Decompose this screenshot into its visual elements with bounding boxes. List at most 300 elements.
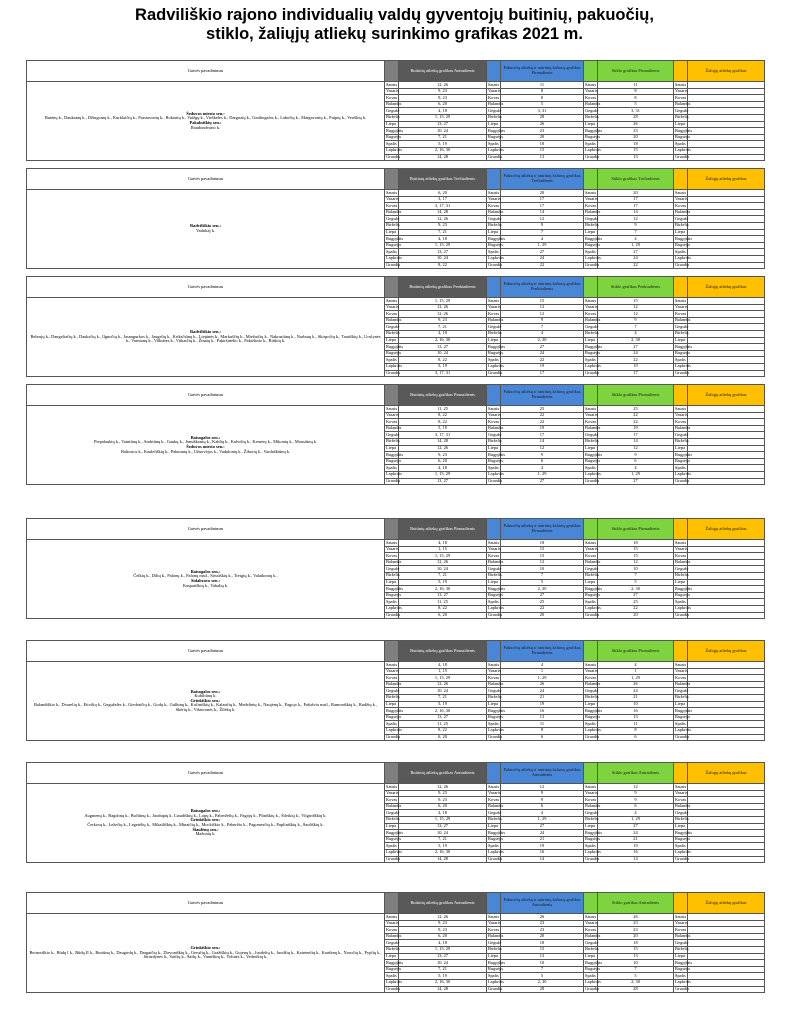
- packaging-dates: 2, 30: [501, 979, 584, 986]
- month-name: Vasaris: [675, 668, 688, 674]
- village-list: Čerkosų k., Ležečių k., Legetėlių k., Mikailiškių k., Minaičių k., Mockiškio k., Paberžio k., Pagomerčių k., Pupliniškių k., Šauliškių k.: [87, 822, 324, 828]
- month-name: Gruodis: [488, 986, 503, 992]
- green-dates: [688, 324, 765, 331]
- glass-dates: 22: [598, 605, 674, 612]
- month-name: Balandis: [675, 803, 691, 809]
- month-name: Birželis: [488, 222, 502, 228]
- packaging-dates: 18: [501, 540, 584, 547]
- packaging-waste-header: Pakuočių atliekų ir antrinių žaliavų grafikas Penktadienis: [501, 277, 584, 298]
- household-dates: 10, 24: [399, 255, 487, 262]
- month-name: Gruodis: [488, 734, 503, 740]
- month-name: Spalis: [675, 464, 686, 470]
- green-dates: [688, 688, 765, 695]
- month-name: Lapkritis: [386, 471, 402, 477]
- month-name: Spalis: [585, 356, 596, 362]
- glass-dates: 23: [598, 920, 674, 927]
- glass-dates: 27: [598, 478, 674, 485]
- month-name: Lapkritis: [675, 727, 691, 733]
- packaging-dates: 4: [501, 236, 584, 243]
- month-name: Kovas: [386, 310, 398, 316]
- packaging-dates: 4: [501, 662, 584, 669]
- packaging-waste-header: Pakuočių atliekų ir antrinių žaliavų grafikas Trečiadienis: [501, 169, 584, 190]
- month-name: Lapkritis: [386, 979, 402, 985]
- street-column-header: Gatvės pavadinimas: [27, 641, 385, 662]
- packaging-dates: 17: [501, 432, 584, 439]
- street-column-header: Gatvės pavadinimas: [27, 61, 385, 82]
- month-column-header: [487, 385, 501, 406]
- month-name: Vasaris: [585, 790, 598, 796]
- glass-dates: 8: [598, 88, 674, 95]
- household-dates: 8, 22: [399, 357, 487, 364]
- month-name: Balandis: [675, 209, 691, 215]
- month-name: Kovas: [585, 674, 597, 680]
- month-name: Gruodis: [675, 478, 690, 484]
- packaging-dates: 1, 29: [501, 471, 584, 478]
- month-name: Vasaris: [386, 920, 399, 926]
- month-name: Gruodis: [386, 734, 401, 740]
- green-dates: [688, 262, 765, 269]
- glass-dates: 16: [598, 849, 674, 856]
- household-dates: 10, 24: [399, 830, 487, 837]
- green-dates: [688, 128, 765, 135]
- glass-dates: 7: [598, 572, 674, 579]
- month-column-header: [674, 385, 688, 406]
- month-name: Liepa: [487, 823, 501, 830]
- month-column-header: [385, 893, 399, 914]
- household-dates: 4, 18: [399, 940, 487, 947]
- household-dates: 5, 19: [399, 701, 487, 708]
- household-dates: 6, 20: [399, 933, 487, 940]
- month-name: Gegužė: [585, 687, 599, 693]
- packaging-dates: 5: [501, 101, 584, 108]
- glass-dates: 1, 29: [598, 816, 674, 823]
- month-name: Gruodis: [585, 986, 600, 992]
- green-dates: [688, 363, 765, 370]
- schedule-table: [26, 892, 765, 993]
- month-name: Gegužė: [585, 323, 599, 329]
- month-name: Gruodis: [585, 612, 600, 618]
- packaging-dates: 14: [501, 438, 584, 445]
- green-dates: [688, 236, 765, 243]
- month-name: Gegužė: [386, 323, 400, 329]
- month-name: Liepa: [487, 445, 501, 452]
- month-name: Kovas: [585, 926, 597, 932]
- month-name: Gruodis: [585, 370, 600, 376]
- green-dates: [688, 406, 765, 413]
- glass-dates: 15: [598, 553, 674, 560]
- month-name: Kovas: [675, 926, 687, 932]
- green-dates: [688, 920, 765, 927]
- village-list: Beinoriškio k., Būdų I k., Būdų II k., Buriūnų k., Daugirdų k., Dargaičių k., Dirvoniškių k., Geručių k., Gražiškių k., Gujenų k., Juodelių k., Juodžių k., Kairėnelių k., Kaušėnų k., Noručių k., Pyplių k., Strazdynės k., Šaičių k., Šaišų k., Varniškių k., Volinės k., Vedreikių k.: [29, 949, 382, 960]
- household-dates: 14, 28: [399, 438, 487, 445]
- glass-dates: 19: [598, 843, 674, 850]
- month-name: Sausis: [675, 81, 687, 87]
- month-name: Gruodis: [675, 612, 690, 618]
- month-name: Spalis: [675, 842, 686, 848]
- month-column-header: [674, 277, 688, 298]
- packaging-dates: 27: [501, 478, 584, 485]
- household-dates: 13, 27: [399, 121, 487, 128]
- month-name: Liepa: [674, 823, 688, 830]
- packaging-dates: 4: [501, 465, 584, 472]
- month-name: Liepa: [584, 121, 598, 128]
- month-name: Vasaris: [386, 196, 399, 202]
- month-column-header: [584, 169, 598, 190]
- glass-dates: 22: [598, 262, 674, 269]
- month-name: Vasaris: [488, 920, 501, 926]
- glass-dates: 4: [598, 236, 674, 243]
- packaging-dates: 14: [501, 209, 584, 216]
- glass-waste-header: Stiklo grafikas Penktadienis: [598, 277, 674, 298]
- green-dates: [688, 599, 765, 606]
- month-name: Sausis: [386, 913, 398, 919]
- packaging-dates: 5: [501, 579, 584, 586]
- eldership-name: Šiaulėnų sen.:: [192, 826, 219, 832]
- month-column-header: [674, 893, 688, 914]
- packaging-dates: 15: [501, 546, 584, 553]
- month-name: Balandis: [585, 803, 601, 809]
- month-name: Rugsėjis: [675, 592, 691, 598]
- packaging-dates: 27: [501, 823, 584, 830]
- village-list: Kubiliūnų k.: [194, 693, 217, 699]
- household-dates: 1, 15, 29: [399, 242, 487, 249]
- glass-dates: 12: [598, 216, 674, 223]
- green-dates: [688, 914, 765, 921]
- month-name: Sausis: [386, 661, 398, 667]
- green-dates: [688, 298, 765, 305]
- month-name: Liepa: [674, 701, 688, 708]
- month-name: Vasaris: [488, 196, 501, 202]
- glass-dates: 20: [598, 190, 674, 197]
- packaging-dates: 9: [501, 790, 584, 797]
- glass-dates: 4: [598, 330, 674, 337]
- packaging-dates: 23: [501, 128, 584, 135]
- month-column-header: [487, 277, 501, 298]
- month-name: Vasaris: [488, 668, 501, 674]
- green-dates: [688, 82, 765, 89]
- month-name: Rugsėjis: [488, 134, 504, 140]
- household-dates: 12, 26: [399, 559, 487, 566]
- household-dates: 2, 16, 30: [399, 586, 487, 593]
- month-name: Spalis: [675, 720, 686, 726]
- month-column-header: [584, 641, 598, 662]
- month-name: Vasaris: [585, 546, 598, 552]
- month-name: Liepa: [584, 579, 598, 586]
- month-name: Rugsėjis: [585, 242, 601, 248]
- packaging-dates: 13: [501, 154, 584, 161]
- month-name: Balandis: [585, 933, 601, 939]
- month-name: Lapkritis: [675, 363, 691, 369]
- household-dates: 12, 26: [399, 445, 487, 452]
- month-name: Rugpjūtis: [488, 235, 506, 241]
- packaging-dates: 24: [501, 830, 584, 837]
- month-name: Vasaris: [488, 546, 501, 552]
- packaging-dates: 11: [501, 82, 584, 89]
- green-dates: [688, 579, 765, 586]
- packaging-dates: 9: [501, 222, 584, 229]
- area-cell: [27, 298, 385, 377]
- month-name: Lapkritis: [386, 605, 402, 611]
- household-dates: 1, 15, 29: [399, 114, 487, 121]
- glass-dates: 9: [598, 790, 674, 797]
- household-dates: 3, 17, 31: [399, 370, 487, 377]
- green-dates: [688, 203, 765, 210]
- green-dates: [688, 108, 765, 115]
- month-name: Vasaris: [585, 196, 598, 202]
- month-name: Sausis: [386, 405, 398, 411]
- packaging-dates: 8: [501, 88, 584, 95]
- month-column-header: [385, 169, 399, 190]
- green-dates: [688, 114, 765, 121]
- packaging-dates: 26: [501, 681, 584, 688]
- month-name: Vasaris: [675, 790, 688, 796]
- green-dates: [688, 317, 765, 324]
- month-name: Spalis: [585, 720, 596, 726]
- table-row: [27, 298, 765, 305]
- packaging-dates: 20: [501, 134, 584, 141]
- month-name: Rugpjūtis: [675, 343, 693, 349]
- month-name: Gegužė: [488, 939, 502, 945]
- month-name: Gruodis: [386, 612, 401, 618]
- month-name: Spalis: [585, 972, 596, 978]
- month-name: Liepa: [385, 121, 399, 128]
- household-dates: 1, 15: [399, 668, 487, 675]
- month-name: Kovas: [585, 94, 597, 100]
- month-name: Vasaris: [386, 304, 399, 310]
- month-name: Kovas: [585, 552, 597, 558]
- month-name: Gruodis: [488, 612, 503, 618]
- green-dates: [688, 856, 765, 863]
- month-name: Rugsėjis: [675, 134, 691, 140]
- glass-dates: 23: [598, 927, 674, 934]
- glass-dates: 27: [598, 823, 674, 830]
- month-name: Gegužė: [488, 809, 502, 815]
- glass-dates: 4: [598, 662, 674, 669]
- month-name: Vasaris: [386, 790, 399, 796]
- household-dates: 9, 23: [399, 452, 487, 459]
- month-name: Kovas: [585, 796, 597, 802]
- household-dates: 13, 27: [399, 823, 487, 830]
- month-column-header: [584, 385, 598, 406]
- month-name: Liepa: [674, 953, 688, 960]
- packaging-dates: 7: [501, 572, 584, 579]
- packaging-dates: 23: [501, 927, 584, 934]
- packaging-waste-header: Pakuočių atliekų ir antrinių žaliavų grafikas Antradienis: [501, 893, 584, 914]
- packaging-dates: 12: [501, 784, 584, 791]
- packaging-dates: 5: [501, 973, 584, 980]
- month-name: Spalis: [386, 140, 397, 146]
- glass-waste-header: Stiklo grafikas Pirmadienis: [598, 641, 674, 662]
- village-list: Piepalaukių k., Vainiūnų k., Andriūnų k., Gaukų k., Jansiškonių k., Kablių k., Kalvelių k., Kemėrų k., Mikonių k., Mousiūnų k.: [93, 439, 318, 445]
- month-name: Birželis: [488, 572, 502, 578]
- month-name: Liepa: [584, 337, 598, 344]
- green-waste-header: Žaliųjų atliekų grafikas: [688, 61, 765, 82]
- green-dates: [688, 714, 765, 721]
- glass-dates: 12: [598, 311, 674, 318]
- packaging-dates: 11: [501, 721, 584, 728]
- household-dates: 2, 16, 30: [399, 708, 487, 715]
- month-name: Sausis: [488, 539, 500, 545]
- glass-dates: 9: [598, 797, 674, 804]
- month-name: Rugpjūtis: [675, 707, 693, 713]
- packaging-dates: 14: [501, 856, 584, 863]
- month-name: Kovas: [386, 202, 398, 208]
- month-name: Spalis: [488, 464, 499, 470]
- schedule-table: [26, 276, 765, 377]
- packaging-dates: 17: [501, 203, 584, 210]
- month-name: Sausis: [488, 661, 500, 667]
- month-name: Kovas: [386, 926, 398, 932]
- month-name: Lapkritis: [585, 363, 601, 369]
- household-dates: 12, 26: [399, 914, 487, 921]
- month-name: Gegužė: [675, 939, 689, 945]
- packaging-waste-header: Pakuočių atliekų ir antrinių žaliavų grafikas Pirmadienis: [501, 61, 584, 82]
- village-list: Balandiškio k., Dvarelių k., Eitvilių k., Geguželės k., Giedraičių k., Godų k., Gulbinų k., Kačiniškių k., Kalančių k., Medelinių k., Naujėnų k., Pagojo k., Pašušvio mstl., Ramoniškių k., Rudžių k., Skėrių k., Viktoronės k., Žilėkų k.: [33, 702, 378, 712]
- month-name: Liepa: [385, 445, 399, 452]
- green-dates: [688, 438, 765, 445]
- household-dates: 5, 19: [399, 579, 487, 586]
- month-name: Vasaris: [386, 88, 399, 94]
- month-name: Balandis: [386, 559, 402, 565]
- household-dates: 3, 17, 31: [399, 203, 487, 210]
- area-cell: [27, 190, 385, 269]
- month-name: Sausis: [675, 539, 687, 545]
- glass-waste-header: Stiklo grafikas Pirmadienis: [598, 385, 674, 406]
- month-name: Rugpjūtis: [675, 959, 693, 965]
- month-name: Sausis: [585, 661, 597, 667]
- glass-dates: 13: [598, 953, 674, 960]
- month-name: Balandis: [675, 933, 691, 939]
- month-name: Rugpjūtis: [585, 707, 603, 713]
- green-dates: [688, 412, 765, 419]
- green-dates: [688, 337, 765, 344]
- glass-dates: 22: [598, 419, 674, 426]
- packaging-dates: 1, 29: [501, 242, 584, 249]
- month-name: Lapkritis: [488, 727, 504, 733]
- month-name: Birželis: [386, 114, 400, 120]
- household-dates: 7, 21: [399, 836, 487, 843]
- green-dates: [688, 612, 765, 619]
- month-name: Spalis: [386, 248, 397, 254]
- month-name: Sausis: [488, 405, 500, 411]
- packaging-dates: 1, 29: [501, 675, 584, 682]
- month-name: Birželis: [675, 222, 689, 228]
- month-name: Lapkritis: [675, 147, 691, 153]
- month-name: Rugsėjis: [675, 836, 691, 842]
- month-name: Sausis: [386, 539, 398, 545]
- household-dates: 9, 23: [399, 790, 487, 797]
- month-name: Birželis: [386, 438, 400, 444]
- packaging-dates: 22: [501, 419, 584, 426]
- month-name: Rugsėjis: [488, 836, 504, 842]
- schedule-table: [26, 168, 765, 269]
- household-dates: 5, 19: [399, 363, 487, 370]
- packaging-dates: 25: [501, 599, 584, 606]
- glass-dates: 12: [598, 559, 674, 566]
- table-row: [27, 662, 765, 669]
- month-name: Vasaris: [488, 412, 501, 418]
- month-name: Liepa: [584, 445, 598, 452]
- glass-dates: 8: [598, 727, 674, 734]
- eldership-name: Radviliškio sen.:: [190, 329, 221, 335]
- glass-dates: 1, 29: [598, 242, 674, 249]
- packaging-dates: 13: [501, 714, 584, 721]
- packaging-dates: 17: [501, 370, 584, 377]
- month-name: Balandis: [675, 425, 691, 431]
- green-dates: [688, 196, 765, 203]
- packaging-dates: 12: [501, 559, 584, 566]
- household-dates: 7, 21: [399, 572, 487, 579]
- eldership-name: Radviliškio sen.:: [190, 223, 221, 229]
- month-name: Rugpjūtis: [585, 585, 603, 591]
- green-dates: [688, 843, 765, 850]
- month-name: Rugpjūtis: [386, 585, 404, 591]
- green-dates: [688, 216, 765, 223]
- household-dates: 9, 23: [399, 222, 487, 229]
- month-name: Sausis: [585, 405, 597, 411]
- month-name: Rugsėjis: [386, 458, 402, 464]
- month-column-header: [584, 61, 598, 82]
- month-name: Spalis: [386, 356, 397, 362]
- month-name: Spalis: [488, 248, 499, 254]
- eldership-name: Grinkiškio sen.:: [190, 945, 221, 951]
- household-dates: 8, 22: [399, 727, 487, 734]
- green-dates: [688, 209, 765, 216]
- month-name: Sausis: [585, 539, 597, 545]
- month-name: Kovas: [585, 418, 597, 424]
- packaging-dates: 19: [501, 363, 584, 370]
- month-name: Balandis: [488, 101, 504, 107]
- month-name: Lapkritis: [585, 471, 601, 477]
- month-name: Rugpjūtis: [675, 585, 693, 591]
- green-dates: [688, 986, 765, 993]
- green-dates: [688, 311, 765, 318]
- green-dates: [688, 662, 765, 669]
- household-dates: 4, 18: [399, 236, 487, 243]
- month-name: Rugpjūtis: [675, 451, 693, 457]
- month-name: Liepa: [584, 701, 598, 708]
- green-dates: [688, 810, 765, 817]
- glass-dates: 22: [598, 412, 674, 419]
- month-name: Balandis: [386, 317, 402, 323]
- month-name: Rugsėjis: [386, 242, 402, 248]
- eldership-name: Baisogalos sen.:: [190, 434, 221, 440]
- month-name: Balandis: [585, 425, 601, 431]
- green-dates: [688, 540, 765, 547]
- month-name: Gruodis: [386, 856, 401, 862]
- household-dates: 12, 26: [399, 216, 487, 223]
- household-dates: 1, 15, 29: [399, 553, 487, 560]
- village-list: Butėnų k., Daukantų k., Džiugonių k., Kurklaičių k., Prastavonių k., Rokonių k., Vaižgų k., Vieškelės k., Darguzių k., Ginibogalos k., Labočių k., Margavonių k., Puipių k., Veriškių k.: [44, 115, 367, 121]
- green-dates: [688, 694, 765, 701]
- packaging-dates: 17: [501, 196, 584, 203]
- month-name: Rugpjūtis: [488, 959, 506, 965]
- table-row: [27, 406, 765, 413]
- month-name: Liepa: [385, 953, 399, 960]
- month-name: Spalis: [386, 842, 397, 848]
- household-dates: 6, 20: [399, 190, 487, 197]
- month-name: Liepa: [487, 337, 501, 344]
- glass-dates: 27: [598, 249, 674, 256]
- month-column-header: [584, 519, 598, 540]
- month-name: Birželis: [585, 572, 599, 578]
- month-name: Sausis: [386, 81, 398, 87]
- glass-dates: 24: [598, 350, 674, 357]
- month-name: Kovas: [488, 202, 500, 208]
- month-name: Balandis: [488, 803, 504, 809]
- month-name: Gegužė: [585, 215, 599, 221]
- month-name: Birželis: [488, 330, 502, 336]
